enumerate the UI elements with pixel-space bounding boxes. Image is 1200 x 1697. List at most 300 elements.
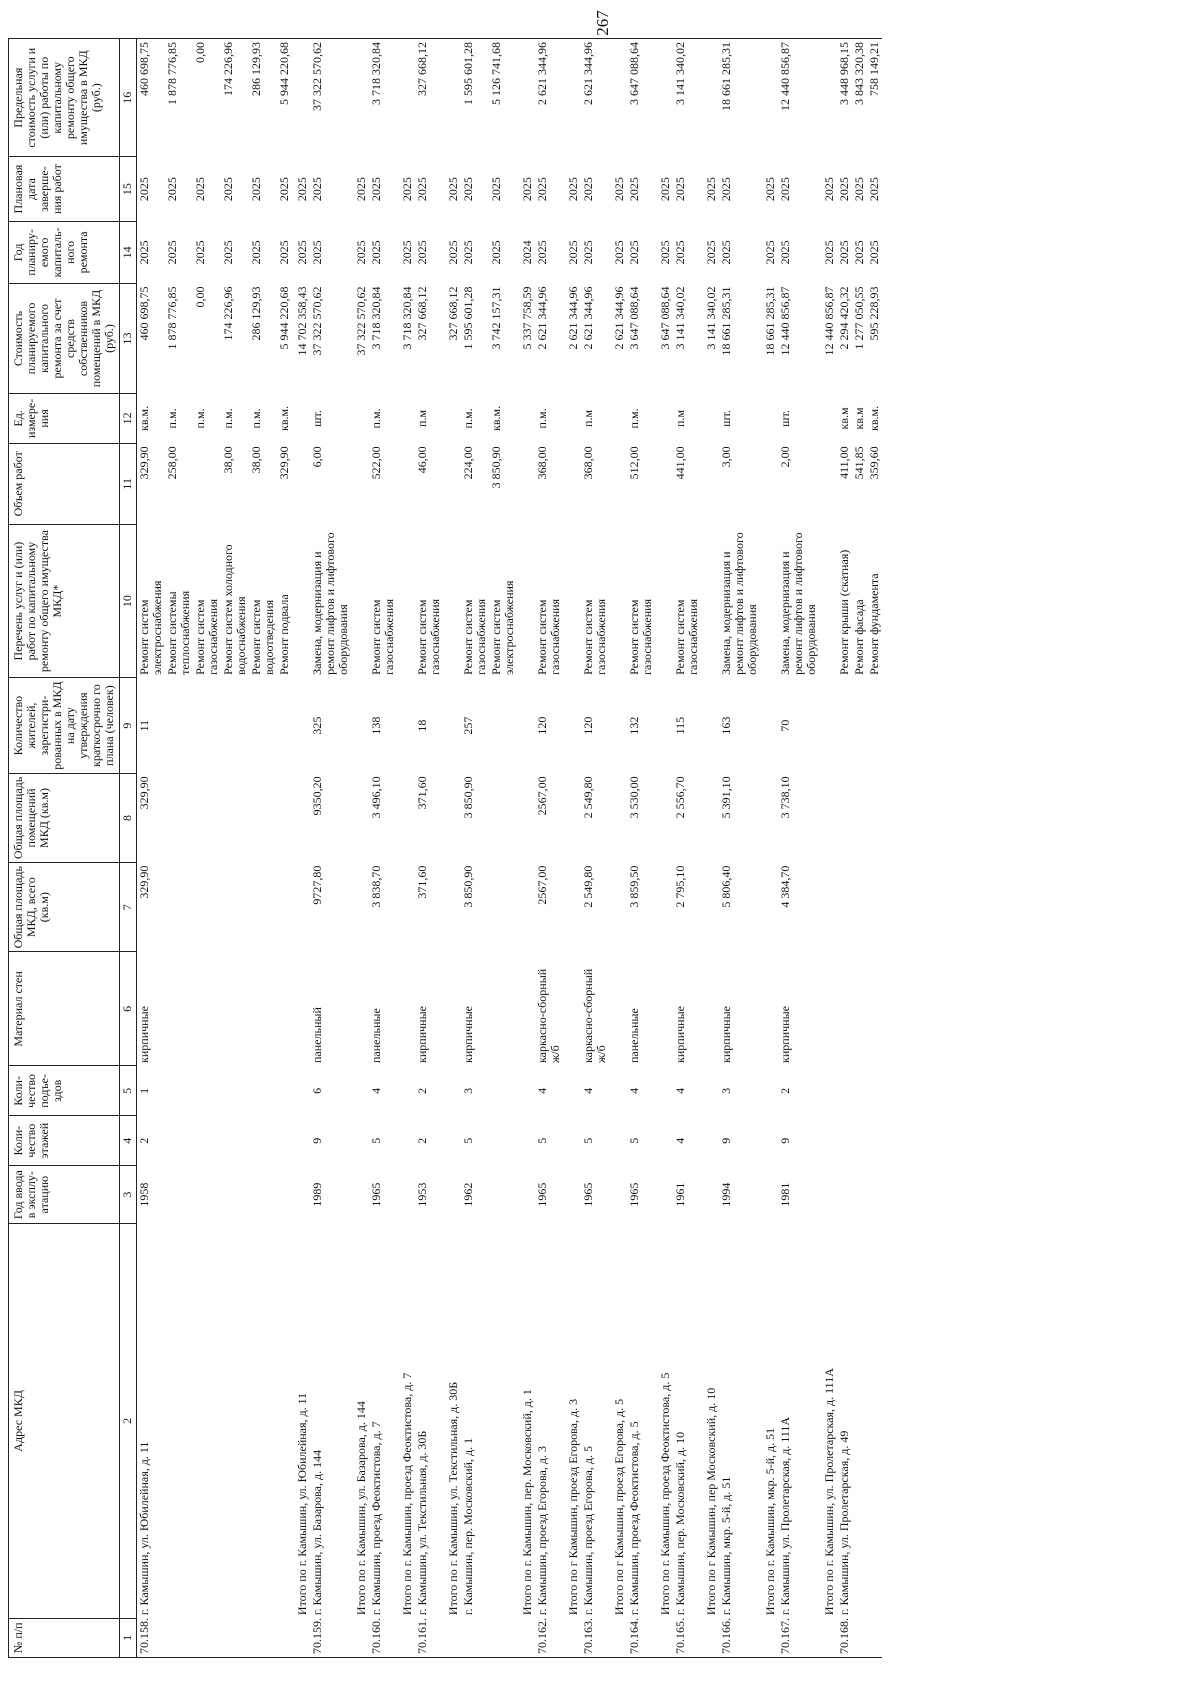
address-cell: г. Камышин, проезд Феоктистова, д. 5 [627,1421,641,1616]
unit-cell: шт. [778,410,792,427]
empty-cell [701,1618,719,1657]
work-name-cell: Ремонт систем электроснабжения [137,580,164,675]
limit-cost-cell: 5 944 220,68 [277,39,292,157]
empty-cell [819,678,837,773]
total-plan-year: 2025 [763,240,777,265]
floors-cell [837,1116,852,1166]
empty-cell [760,1066,778,1116]
work-name-cell: Ремонт систем газоснабжения [415,598,442,675]
empty-cell [563,1066,581,1116]
total-label: Итого по г Камышин, пер Московский, д. 10 [704,1387,718,1616]
empty-cell [351,952,369,1066]
header-cell: Год ввода в эксплу-атацию [9,1166,120,1224]
empty-cell [397,952,415,1066]
empty-cell [701,952,719,1066]
empty-cell [819,1066,837,1116]
material-cell: панельные [369,1008,383,1063]
cost-cell: 18 661 285,31 [719,286,733,356]
area-rooms-cell: 3 850,90 [461,776,475,819]
empty-cell [397,1066,415,1116]
plan-year-cell: 2025 [221,240,235,265]
year-cell: 1965 [627,1182,641,1207]
empty-cell [165,1066,193,1116]
work-name-cell: Ремонт систем газоснабжения [369,598,396,675]
area-total-cell [837,863,852,952]
area-rooms-cell [837,773,852,862]
cost-cell: 37 322 570,62 [310,286,324,356]
empty-cell [221,863,249,952]
entrances-cell: 4 [535,1087,549,1094]
empty-cell [563,863,581,952]
total-label: Итого по г. Камышин, ул. Базарова, д. 144 [354,1401,368,1616]
entrances-cell: 1 [137,1087,151,1094]
table-row [165,39,193,1658]
floors-cell: 9 [719,1137,733,1144]
empty-cell [351,678,369,773]
empty-cell [489,773,517,862]
limit-cost-cell: 18 661 285,31 [719,39,760,157]
header-cell: Перечень услуг и (или) работ по капитальному ремонту общего имущества МКД* [9,524,120,678]
column-number: 1 [120,1618,137,1657]
year-cell: 1965 [581,1182,595,1207]
empty-cell [867,1116,882,1166]
empty-cell [443,1166,461,1224]
cost-cell: 460 698,75 [137,286,151,341]
table-row [778,39,819,1658]
end-date-cell: 2025 [719,177,733,202]
total-row [517,39,535,1658]
empty-cell [852,1116,867,1166]
plan-year-cell: 2025 [249,240,263,265]
empty-cell [489,1066,517,1116]
empty-cell [819,1116,837,1166]
residents-cell: 132 [627,716,641,735]
empty-cell [351,1116,369,1166]
row-number: 70.158. [137,1618,166,1657]
total-end-date: 2025 [566,177,580,202]
area-total-cell: 5 806,40 [719,865,733,908]
empty-cell [397,1166,415,1224]
empty-cell [760,773,778,862]
volume-cell: 2,00 [778,446,792,468]
empty-cell [609,678,627,773]
total-cost: 2 621 344,96 [612,286,626,350]
empty-cell [351,1166,369,1224]
empty-cell [760,1166,778,1224]
volume-cell: 359,60 [867,446,881,480]
address-cell: г. Камышин, пер. Московский, д. 1 [461,1437,475,1616]
total-plan-year: 2025 [354,240,368,265]
unit-cell: п.м. [249,408,263,429]
address-cell: г. Камышин, проезд Феоктистова, д. 7 [369,1421,383,1616]
empty-cell [165,1618,193,1657]
table-row [627,39,655,1658]
plan-year-cell: 2025 [461,240,475,265]
empty-cell [351,1066,369,1116]
empty-cell [277,1066,292,1116]
work-name-cell: Ремонт фундамента [867,573,881,675]
empty-cell [517,524,535,678]
plan-year-cell: 2025 [852,240,866,265]
end-date-cell: 2025 [165,177,179,202]
total-cost: 327 668,12 [446,286,460,341]
empty-cell [221,773,249,862]
material-cell: кирпичные [415,1006,429,1063]
area-rooms-cell: 371,60 [415,776,429,810]
empty-cell [397,678,415,773]
total-end-date: 2025 [763,177,777,202]
empty-cell [221,1166,249,1224]
total-limit [760,39,778,157]
total-label: Итого по г Камышин, проезд Егорова, д. 3 [566,1398,580,1616]
empty-cell [277,1116,292,1166]
header-cell: Год планиру-емого капиталь-ного ремонта [9,221,120,283]
end-date-cell: 2025 [673,177,687,202]
total-end-date: 2025 [446,177,460,202]
end-date-cell: 2025 [535,177,549,202]
column-number: 5 [120,1066,137,1116]
empty-cell [701,443,719,524]
row-number: 70.159. [310,1618,351,1657]
empty-cell [221,1066,249,1116]
volume-cell: 368,00 [581,446,595,480]
unit-cell: кв.м [837,407,851,430]
unit-cell: п.м. [165,408,179,429]
end-date-cell: 2025 [310,177,324,202]
empty-cell [517,1166,535,1224]
table-row [193,39,221,1658]
entrances-cell: 6 [310,1087,324,1094]
empty-cell [397,443,415,524]
address-cell: г. Камышин, мкр. 5-й, д. 51 [719,1476,733,1616]
empty-cell [277,773,292,862]
empty-cell [397,773,415,862]
work-name-cell: Ремонт системы теплоснабжения [165,590,192,675]
empty-cell [867,1618,882,1657]
row-number: 70.160. [369,1618,397,1657]
work-name-cell: Ремонт систем газоснабжения [535,598,562,675]
year-cell: 1961 [673,1182,687,1207]
table-body [137,39,883,1658]
empty-cell [819,524,837,678]
row-number: 70.167. [778,1618,819,1657]
page-number-text: 267 [593,10,612,36]
total-label: Итого по г. Камышин, проезд Феоктистова, д. 5 [658,1372,672,1616]
unit-cell: п.м. [369,408,383,429]
empty-cell [655,524,673,678]
column-number: 13 [120,284,137,394]
area-total-cell: 3 838,70 [369,865,383,908]
work-name-cell: Ремонт систем холодного водоснабжения [221,544,248,675]
empty-cell [517,1618,535,1657]
total-row [443,39,461,1658]
empty-cell [655,1166,673,1224]
empty-cell [655,773,673,862]
work-name-cell: Ремонт систем электроснабжения [489,580,516,675]
area-rooms-cell: 3 530,00 [627,776,641,819]
empty-cell [351,863,369,952]
total-end-date: 2025 [612,177,626,202]
table-row [719,39,760,1658]
empty-cell [701,863,719,952]
year-cell: 1962 [461,1182,475,1207]
entrances-cell: 3 [461,1087,475,1094]
empty-cell [397,524,415,678]
end-date-cell: 2025 [249,177,263,202]
empty-cell [701,524,719,678]
total-end-date: 2025 [658,177,672,202]
plan-year-cell: 2025 [489,240,503,265]
limit-cost-cell: 3 718 320,84 [369,39,397,157]
cost-cell: 1 595 601,28 [461,286,475,350]
empty-cell [852,952,867,1066]
empty-cell [443,1066,461,1116]
empty-cell [701,1116,719,1166]
empty-cell [165,863,193,952]
empty-cell [852,1618,867,1657]
unit-cell: п.м. [221,408,235,429]
plan-year-cell: 2025 [778,240,792,265]
total-plan-year: 2025 [400,240,414,265]
column-number: 4 [120,1116,137,1166]
total-plan-year: 2025 [658,240,672,265]
total-cost: 37 322 570,62 [354,286,368,356]
empty-cell [249,1066,277,1116]
floors-cell: 5 [627,1137,641,1144]
empty-cell [655,1066,673,1116]
cost-cell: 5 944 220,68 [277,286,291,350]
empty-cell [193,863,221,952]
volume-cell: 46,00 [415,446,429,474]
end-date-cell: 2025 [137,177,151,202]
unit-cell: шт. [310,410,324,427]
empty-cell [249,863,277,952]
table-row [137,39,166,1658]
empty-cell [867,1224,882,1618]
volume-cell: 329,90 [277,446,291,480]
total-end-date: 2025 [295,177,309,202]
unit-cell: кв.м. [137,405,151,431]
total-limit [443,39,461,157]
total-row [655,39,673,1658]
empty-cell [867,1166,882,1224]
address-cell: г. Камышин, ул. Базарова, д. 144 [310,1449,324,1616]
header-cell: Общая площадь помещений МКД (кв.м) [9,773,120,862]
empty-cell [563,678,581,773]
floors-cell: 9 [310,1137,324,1144]
floors-cell: 5 [581,1137,595,1144]
plan-year-cell: 2025 [369,240,383,265]
entrances-cell: 4 [369,1087,383,1094]
material-cell [837,952,852,1066]
empty-cell [277,1166,292,1224]
area-total-cell: 4 384,70 [778,865,792,908]
entrances-cell: 4 [673,1087,687,1094]
plan-year-cell: 2025 [277,240,291,265]
total-row [760,39,778,1658]
empty-cell [852,863,867,952]
limit-cost-cell: 1 595 601,28 [461,39,489,157]
row-number: 70.162. [535,1618,563,1657]
empty-cell [165,952,193,1066]
empty-cell [397,394,415,444]
table-row [867,39,882,1658]
total-cost: 14 702 358,43 [295,286,309,356]
total-end-date: 2025 [704,177,718,202]
table-row [277,39,292,1658]
header-row [9,39,120,1658]
area-total-cell: 2 795,10 [673,865,687,908]
limit-cost-cell: 327 668,12 [415,39,443,157]
empty-cell [701,394,719,444]
header-cell: Общая площадь МКД, всего (кв.м) [9,863,120,952]
empty-cell [760,1618,778,1657]
total-cost: 3 718 320,84 [400,286,414,350]
table-row [837,39,852,1658]
address-cell: г. Камышин, ул. Юбилейная, д. 11 [137,1441,151,1616]
volume-cell: 411,00 [837,446,851,479]
material-cell: панельный [310,1007,324,1063]
volume-cell: 3 850,90 [489,446,503,489]
volume-cell: 329,90 [137,446,151,480]
year-cell: 1953 [415,1182,429,1207]
total-cost: 3 141 340,02 [704,286,718,350]
residents-cell: 257 [461,716,475,735]
empty-cell [819,773,837,862]
end-date-cell: 2025 [369,177,383,202]
limit-cost-cell: 758 149,21 [867,39,882,157]
empty-cell [165,678,193,773]
address-cell: г. Камышин, ул. Текстильная, д. 30Б [415,1430,429,1616]
work-name-cell: Ремонт крыши (скатная) [837,549,851,675]
empty-cell [165,773,193,862]
empty-cell [563,773,581,862]
year-cell: 1981 [778,1182,792,1207]
column-number: 14 [120,221,137,283]
end-date-cell: 2025 [581,177,595,202]
cost-cell: 3 141 340,02 [673,286,687,350]
empty-cell [609,1116,627,1166]
empty-cell [517,1066,535,1116]
empty-cell [292,1066,310,1116]
empty-cell [609,524,627,678]
empty-cell [760,863,778,952]
empty-cell [760,524,778,678]
total-cost: 3 647 088,64 [658,286,672,350]
residents-cell: 70 [778,719,792,732]
residents-cell: 120 [581,716,595,735]
plan-year-cell: 2025 [581,240,595,265]
empty-cell [517,952,535,1066]
header-cell: Коли-чество этажей [9,1116,120,1166]
cost-cell: 12 440 856,87 [778,286,792,356]
end-date-cell: 2025 [837,177,851,202]
entrances-cell: 2 [415,1087,429,1094]
cost-cell: 2 621 344,96 [535,286,549,350]
empty-cell [193,1166,221,1224]
unit-cell: п.м. [193,408,207,429]
material-cell: панельные [627,1008,641,1063]
cost-cell: 2 294 420,32 [837,286,851,350]
empty-cell [397,1116,415,1166]
total-row [819,39,837,1658]
total-limit [397,39,415,157]
empty-cell [221,678,249,773]
total-limit [655,39,673,157]
empty-cell [221,952,249,1066]
row-number [461,1618,489,1657]
empty-cell [443,863,461,952]
empty-cell [292,1116,310,1166]
empty-cell [609,773,627,862]
work-name-cell: Ремонт систем газоснабжения [461,598,488,675]
column-number: 2 [120,1224,137,1618]
total-plan-year: 2025 [822,240,836,265]
residents-cell: 138 [369,716,383,735]
empty-cell [443,773,461,862]
table-row [415,39,443,1658]
empty-cell [517,1116,535,1166]
material-cell: каркасно-сборный ж/б [535,968,562,1063]
empty-cell [609,443,627,524]
plan-year-cell: 2025 [719,240,733,265]
area-total-cell: 2 549,80 [581,865,595,908]
empty-cell [563,1166,581,1224]
empty-cell [867,1066,882,1116]
empty-cell [165,1116,193,1166]
total-cost: 2 621 344,96 [566,286,580,350]
work-name-cell: Ремонт систем газоснабжения [581,598,608,675]
header-cell: Количество жителей, зарегистри-рованных в МКД на дату утверждения краткосрочно го плана (человек) [9,678,120,773]
empty-cell [760,443,778,524]
end-date-cell: 2025 [221,177,235,202]
area-rooms-cell: 9350,20 [310,776,324,816]
cost-cell: 286 129,93 [249,286,263,341]
empty-cell [760,394,778,444]
empty-cell [292,1618,310,1657]
empty-cell [609,863,627,952]
total-limit [292,39,310,157]
total-label: Итого по г Камышин, проезд Егорова, д. 5 [612,1398,626,1616]
table-row [852,39,867,1658]
empty-cell [193,1224,221,1618]
end-date-cell: 2025 [852,177,866,202]
empty-cell [292,1166,310,1224]
end-date-cell: 2025 [778,177,792,202]
header-cell: № п/п [9,1618,120,1657]
empty-cell [563,1116,581,1166]
empty-cell [249,1166,277,1224]
column-number-row [120,39,137,1658]
volume-cell: 3,00 [719,446,733,468]
cost-cell: 174 226,96 [221,286,235,341]
empty-cell [292,952,310,1066]
header-cell: Адрес МКД [9,1224,120,1618]
cost-cell: 3 718 320,84 [369,286,383,350]
plan-year-cell: 2025 [165,240,179,265]
unit-cell: п.м [415,409,429,427]
work-name-cell: Замена, модернизация и ремонт лифтов и лифтового оборудования [778,532,818,675]
empty-cell [397,863,415,952]
cost-cell: 3 647 088,64 [627,286,641,350]
year-cell: 1989 [310,1182,324,1207]
empty-cell [852,678,867,773]
empty-cell [489,1618,517,1657]
empty-cell [563,1618,581,1657]
empty-cell [563,443,581,524]
empty-cell [443,1618,461,1657]
total-label: Итого по г. Камышин, ул. Пролетарская, д. 111А [822,1368,836,1616]
